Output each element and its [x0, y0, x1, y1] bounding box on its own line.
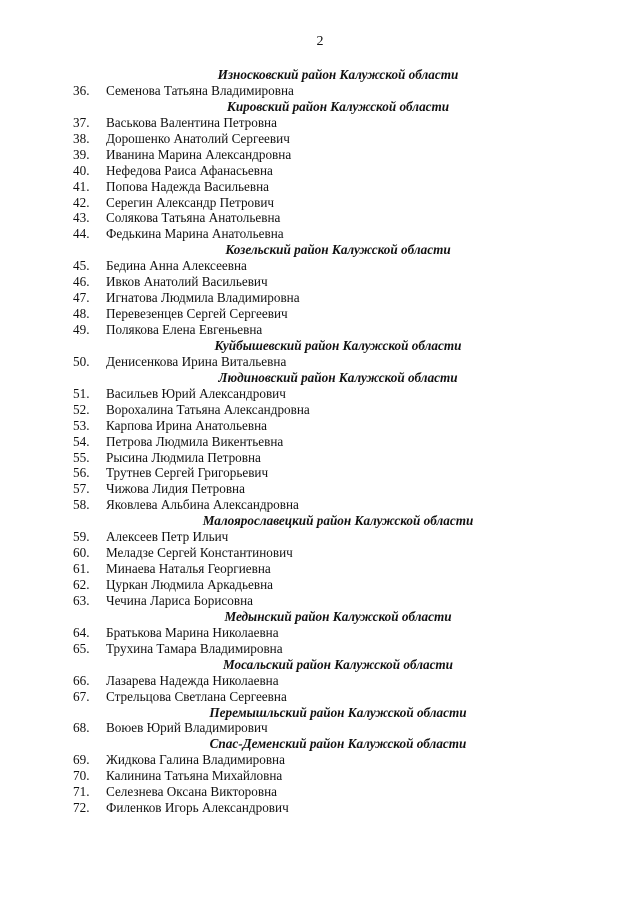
list-item: [0, 83, 640, 99]
list-item: [0, 306, 640, 322]
list-item: [0, 720, 640, 736]
person-name: Иванина Марина Александровна: [106, 146, 292, 162]
list-item: [0, 465, 640, 481]
item-number: 72.: [73, 800, 90, 816]
person-name: Серегин Александр Петрович: [106, 194, 275, 210]
list-item: [0, 593, 640, 609]
item-number: 50.: [73, 353, 90, 369]
item-number: 54.: [73, 433, 90, 449]
item-number: 48.: [73, 306, 90, 322]
item-number: 61.: [73, 561, 90, 577]
list-item: [0, 450, 640, 466]
item-number: 56.: [73, 465, 90, 481]
district-heading: Куйбышевский район Калужской области: [214, 337, 462, 353]
district-heading: Спас-Деменский район Калужской области: [209, 736, 467, 752]
district-heading: Кировский район Калужской области: [226, 98, 450, 114]
item-number: 36.: [73, 82, 90, 98]
list-item: [0, 418, 640, 434]
person-name: Федькина Марина Анатольевна: [106, 226, 284, 242]
person-name: Цуркан Людмила Аркадьевна: [106, 577, 273, 592]
person-name: Бедина Анна Алексеевна: [106, 258, 247, 274]
person-name: Селезнева Оксана Викторовна: [106, 784, 277, 800]
item-number: 43.: [73, 210, 90, 226]
person-name: Васькова Валентина Петровна: [106, 114, 277, 130]
page-number: 2: [316, 34, 324, 49]
list-item: [0, 290, 640, 306]
item-number: 42.: [73, 194, 90, 210]
list-item: [0, 497, 640, 513]
item-number: 60.: [73, 545, 90, 561]
list-item: [0, 641, 640, 657]
district-heading: Малоярославецкий район Калужской области: [202, 513, 474, 529]
item-number: 63.: [73, 592, 90, 608]
list-item: [0, 163, 640, 179]
person-name: Лазарева Надежда Николаевна: [106, 672, 279, 688]
list-item: [0, 258, 640, 274]
item-number: 58.: [73, 497, 90, 513]
person-name: Калинина Татьяна Михайловна: [106, 768, 283, 784]
person-name: Яковлева Альбина Александровна: [106, 497, 299, 513]
item-number: 41.: [73, 178, 90, 194]
item-number: 44.: [73, 226, 90, 242]
person-name: Ворохалина Татьяна Александровна: [106, 401, 310, 417]
item-number: 47.: [73, 290, 90, 306]
person-name: Денисенкова Ирина Витальевна: [106, 353, 287, 369]
list-item: [0, 577, 640, 593]
item-number: 59.: [73, 529, 90, 545]
item-number: 46.: [73, 274, 90, 290]
person-name: Семенова Татьяна Владимировна: [106, 82, 294, 98]
item-number: 45.: [73, 258, 90, 274]
person-name: Братькова Марина Николаевна: [106, 624, 279, 640]
list-item: [0, 529, 640, 545]
district-heading: Козельский район Калужской области: [225, 242, 451, 258]
list-item: [0, 322, 640, 338]
list-item: [0, 226, 640, 242]
person-name: Чижова Лидия Петровна: [106, 481, 245, 497]
person-name: Чечина Лариса Борисовна: [106, 592, 254, 608]
item-number: 49.: [73, 322, 90, 337]
list-item: [0, 800, 640, 816]
person-name: Рысина Людмила Петровна: [106, 449, 261, 465]
item-number: 67.: [73, 688, 90, 704]
item-number: 68.: [73, 720, 90, 736]
district-heading: Людиновский район Калужской области: [218, 369, 458, 385]
item-number: 71.: [73, 784, 90, 800]
list-item: [0, 561, 640, 577]
person-name: Дорошенко Анатолий Сергеевич: [106, 130, 290, 146]
list-item: [0, 179, 640, 195]
person-name: Алексеев Петр Ильич: [106, 529, 229, 545]
list-item: [0, 147, 640, 163]
list-item: [0, 195, 640, 211]
list-item: [0, 115, 640, 131]
list-item: [0, 752, 640, 768]
person-name: Меладзе Сергей Константинович: [106, 545, 293, 561]
item-number: 57.: [73, 481, 90, 497]
list-item: [0, 545, 640, 561]
person-name: Воюев Юрий Владимирович: [106, 720, 268, 736]
item-number: 69.: [73, 752, 90, 768]
person-name: Попова Надежда Васильевна: [106, 178, 270, 194]
person-name: Жидкова Галина Владимировна: [106, 752, 285, 768]
document-list: [0, 67, 640, 816]
list-item: [0, 784, 640, 800]
list-item: [0, 386, 640, 402]
person-name: Карпова Ирина Анатольевна: [106, 417, 267, 433]
list-item: [0, 481, 640, 497]
item-number: 37.: [73, 114, 90, 130]
item-number: 65.: [73, 640, 90, 656]
person-name: Солякова Татьяна Анатольевна: [106, 210, 281, 226]
list-item: [0, 673, 640, 689]
person-name: Игнатова Людмила Владимировна: [106, 290, 300, 306]
item-number: 70.: [73, 768, 90, 784]
person-name: Трутнев Сергей Григорьевич: [106, 465, 269, 481]
item-number: 40.: [73, 162, 90, 178]
list-item: [0, 210, 640, 226]
item-number: 53.: [73, 417, 90, 433]
person-name: Филенков Игорь Александрович: [106, 800, 289, 816]
item-number: 55.: [73, 449, 90, 465]
list-item: [0, 354, 640, 370]
person-name: Минаева Наталья Георгиевна: [106, 561, 271, 577]
item-number: 38.: [73, 130, 90, 146]
person-name: Перевезенцев Сергей Сергеевич: [106, 306, 288, 322]
list-item: [0, 768, 640, 784]
person-name: Петрова Людмила Викентьевна: [106, 433, 284, 449]
person-name: Нефедова Раиса Афанасьевна: [106, 162, 273, 178]
list-item: [0, 274, 640, 290]
item-number: 64.: [73, 624, 90, 640]
district-heading: Медынский район Калужской области: [224, 608, 452, 624]
list-item: [0, 402, 640, 418]
person-name: Трухина Тамара Владимировна: [106, 640, 283, 656]
list-item: [0, 131, 640, 147]
person-name: Полякова Елена Евгеньевна: [106, 322, 263, 337]
person-name: Васильев Юрий Александрович: [106, 385, 286, 401]
person-name: Ивков Анатолий Васильевич: [106, 274, 268, 290]
item-number: 51.: [73, 385, 90, 401]
district-heading: Износковский район Калужской области: [217, 67, 459, 82]
list-item: [0, 689, 640, 705]
item-number: 62.: [73, 577, 90, 592]
person-name: Стрельцова Светлана Сергеевна: [106, 688, 287, 704]
district-heading: Перемышльский район Калужской области: [209, 704, 467, 720]
district-heading: Мосальский район Калужской области: [222, 656, 454, 672]
list-item: [0, 625, 640, 641]
item-number: 39.: [73, 146, 90, 162]
list-item: [0, 434, 640, 450]
item-number: 52.: [73, 401, 90, 417]
item-number: 66.: [73, 672, 90, 688]
